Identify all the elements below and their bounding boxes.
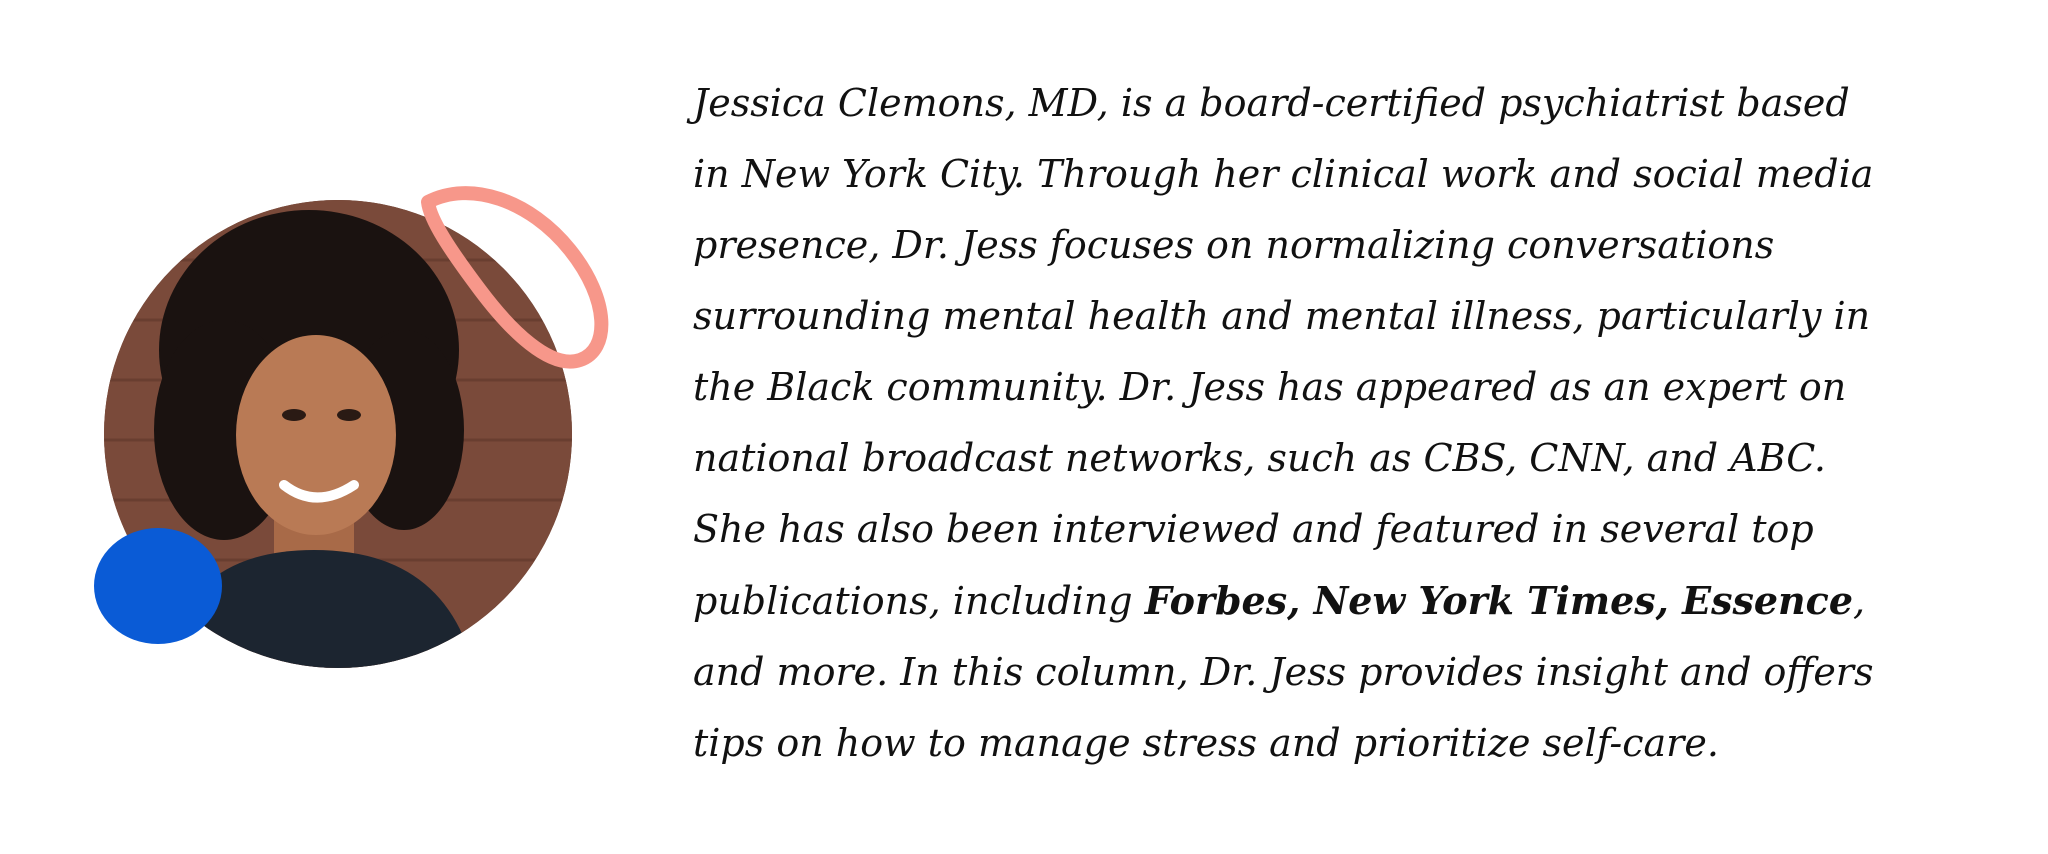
coral-scribble-icon	[410, 180, 620, 380]
bio-line-prefix: publications, including	[693, 579, 1145, 623]
bio-line: in New York City. Through her clinical work and social media	[693, 152, 1874, 196]
author-portrait-group	[80, 180, 620, 700]
bio-line: Jessica Clemons, MD, is a board-certified psychiatrist based	[693, 81, 1850, 125]
bio-line: presence, Dr. Jess focuses on normalizing conversations	[693, 223, 1775, 267]
author-bio-text	[693, 68, 1983, 779]
bio-line: tips on how to manage stress and prioritize self-care.	[693, 721, 1719, 765]
bio-line: surrounding mental health and mental illness, particularly in	[693, 294, 1871, 338]
bio-line: She has also been interviewed and featured in several top	[693, 507, 1814, 551]
bio-line: and more. In this column, Dr. Jess provides insight and offers	[693, 650, 1874, 694]
bio-line-suffix: ,	[1853, 579, 1866, 623]
publications-list: Forbes, New York Times, Essence	[1144, 578, 1853, 623]
bio-line: the Black community. Dr. Jess has appeared as an expert on	[693, 365, 1847, 409]
bio-line: national broadcast networks, such as CBS, CNN, and ABC.	[693, 436, 1827, 480]
blue-circle-icon	[94, 528, 222, 644]
